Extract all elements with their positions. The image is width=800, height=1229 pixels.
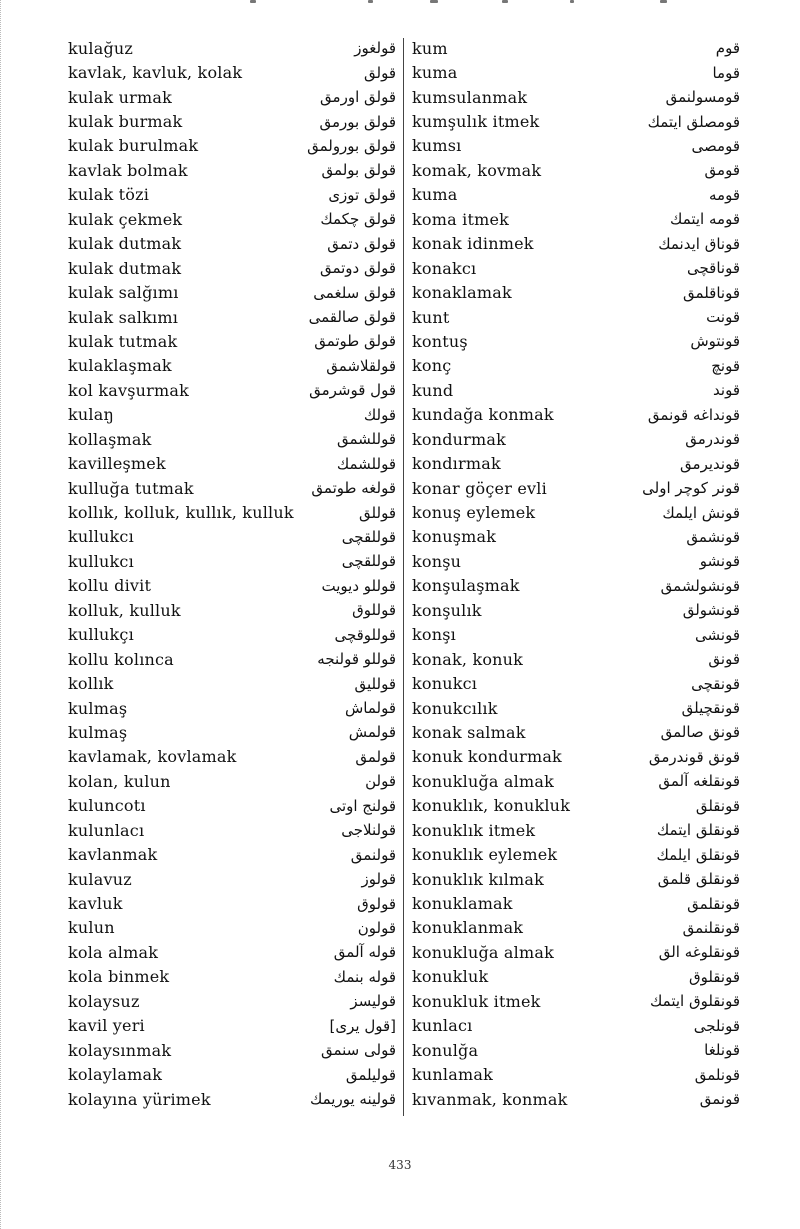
- entry-latin: kulak salkımı: [68, 307, 179, 327]
- entry-ottoman: قولق دتمق: [327, 234, 396, 253]
- entry-latin: kunt: [412, 307, 450, 327]
- entry-ottoman: قونشمق: [686, 527, 740, 546]
- entry-latin: kolluk, kulluk: [68, 600, 181, 620]
- entry-ottoman: قونقچی: [691, 674, 740, 693]
- dictionary-entry: [68, 329, 396, 353]
- dictionary-entry: [68, 745, 396, 769]
- entry-ottoman: قولق بورولمق: [307, 136, 396, 155]
- entry-latin: konuklamak: [412, 894, 513, 914]
- dictionary-entry: [412, 207, 740, 231]
- entry-ottoman: قوندرمق: [685, 430, 740, 449]
- entry-latin: kulmaş: [68, 698, 128, 718]
- dictionary-entry: [68, 476, 396, 500]
- entry-latin: kulağuz: [68, 38, 134, 58]
- dictionary-entry: [412, 183, 740, 207]
- entry-ottoman: قونقلوق ایتمك: [650, 992, 740, 1011]
- entry-ottoman: قونقلق: [695, 796, 740, 815]
- entry-ottoman: قولنلاجی: [341, 821, 396, 840]
- entry-latin: kulak çekmek: [68, 209, 183, 229]
- entry-latin: kulluğa tutmak: [68, 478, 194, 498]
- entry-ottoman: قوللو دیویت: [321, 576, 396, 595]
- dictionary-entry: [68, 916, 396, 940]
- entry-latin: konşu: [412, 551, 462, 571]
- dictionary-entry: [412, 36, 740, 60]
- entry-latin: kullukçı: [68, 625, 134, 645]
- dictionary-entry: [68, 427, 396, 451]
- entry-latin: konuklık itmek: [412, 820, 536, 840]
- entry-ottoman: قونق صالمق: [660, 723, 740, 742]
- dictionary-entry: [412, 109, 740, 133]
- entry-latin: konuklık, konukluk: [412, 796, 571, 816]
- entry-latin: kolan, kulun: [68, 771, 171, 791]
- dictionary-entry: [412, 916, 740, 940]
- dictionary-entry: [68, 85, 396, 109]
- dictionary-entry: [412, 427, 740, 451]
- entry-latin: konakcı: [412, 258, 477, 278]
- entry-latin: konuklık kılmak: [412, 869, 544, 889]
- entry-ottoman: قوندیرمق: [680, 454, 740, 473]
- dictionary-entry: [412, 134, 740, 158]
- entry-latin: kulavuz: [68, 869, 132, 889]
- dictionary-entry: [412, 451, 740, 475]
- dictionary-entry: [68, 574, 396, 598]
- entry-ottoman: قومق: [704, 161, 740, 180]
- entry-latin: konak, konuk: [412, 649, 524, 669]
- entry-ottoman: قونشولق: [682, 601, 740, 620]
- entry-latin: konaklamak: [412, 283, 512, 303]
- entry-latin: kolaysuz: [68, 991, 140, 1011]
- dictionary-entry: [412, 1062, 740, 1086]
- entry-ottoman: قوللوقچی: [334, 625, 396, 644]
- entry-ottoman: قولق طوتمق: [314, 332, 396, 351]
- dictionary-entry: [68, 60, 396, 84]
- dictionary-entry: [412, 842, 740, 866]
- dictionary-entry: [412, 403, 740, 427]
- entry-latin: kulak burulmak: [68, 136, 199, 156]
- dictionary-entry: [68, 403, 396, 427]
- dictionary-entry: [412, 1014, 740, 1038]
- dictionary-entry: [68, 109, 396, 133]
- dictionary-entry: [68, 451, 396, 475]
- entry-ottoman: قولینه یوریمك: [309, 1090, 396, 1109]
- entry-ottoman: قونقلق قلمق: [657, 870, 740, 889]
- dictionary-entry: [412, 647, 740, 671]
- dictionary-entry: [68, 769, 396, 793]
- entry-ottoman: قونقلوق: [688, 967, 740, 986]
- entry-ottoman: قولقلاشمق: [326, 356, 396, 375]
- entry-latin: komak, kovmak: [412, 160, 542, 180]
- dictionary-entry: [412, 867, 740, 891]
- page-number: 433: [388, 1158, 412, 1172]
- dictionary-entry: [412, 891, 740, 915]
- entry-ottoman: قولون: [357, 918, 396, 937]
- right-column: [412, 36, 740, 1111]
- entry-latin: kulak dutmak: [68, 234, 182, 254]
- dictionary-entry: [412, 500, 740, 524]
- top-scan-marks: [240, 0, 740, 6]
- entry-latin: kulak burmak: [68, 112, 183, 132]
- left-column: [68, 36, 396, 1111]
- entry-ottoman: قوله آلمق: [333, 943, 396, 962]
- entry-latin: kulunlacı: [68, 820, 145, 840]
- entry-ottoman: قومه ایتمك: [670, 210, 740, 229]
- dictionary-entry: [412, 1038, 740, 1062]
- dictionary-entry: [68, 818, 396, 842]
- entry-latin: kollık, kolluk, kullık, kulluk: [68, 503, 294, 523]
- entry-latin: kulak tutmak: [68, 331, 178, 351]
- entry-ottoman: قونش ایلمك: [662, 503, 740, 522]
- entry-latin: kulak tözi: [68, 185, 150, 205]
- dictionary-entry: [68, 1014, 396, 1038]
- entry-ottoman: قولق اورمق: [320, 88, 396, 107]
- entry-ottoman: قونقلمق: [687, 894, 740, 913]
- dictionary-entry: [412, 378, 740, 402]
- entry-ottoman: قولنمق: [350, 845, 396, 864]
- entry-latin: kavluk: [68, 894, 123, 914]
- entry-latin: kund: [412, 380, 454, 400]
- entry-latin: konşulık: [412, 600, 482, 620]
- entry-latin: kuma: [412, 63, 458, 83]
- entry-ottoman: قولی سنمق: [320, 1041, 396, 1060]
- dictionary-entry: [412, 85, 740, 109]
- entry-latin: kulak dutmak: [68, 258, 182, 278]
- entry-ottoman: قوللیق: [354, 674, 396, 693]
- entry-ottoman: قولماش: [344, 699, 396, 718]
- entry-latin: kulaŋ: [68, 405, 114, 425]
- entry-ottoman: قومصلق ایتمك: [647, 112, 740, 131]
- entry-ottoman: قولنج اوتی: [329, 796, 396, 815]
- entry-ottoman: قونقلنمق: [682, 918, 740, 937]
- entry-latin: kulun: [68, 918, 115, 938]
- entry-ottoman: قونقلق ایلمك: [656, 845, 740, 864]
- dictionary-entry: [68, 794, 396, 818]
- entry-latin: kollık: [68, 674, 114, 694]
- dictionary-entry: [68, 134, 396, 158]
- entry-latin: kavil yeri: [68, 1016, 145, 1036]
- dictionary-entry: [68, 232, 396, 256]
- dictionary-entry: [412, 623, 740, 647]
- dictionary-entry: [412, 720, 740, 744]
- entry-ottoman: قوللق: [359, 503, 396, 522]
- entry-ottoman: قونق: [708, 650, 740, 669]
- entry-latin: konak idinmek: [412, 234, 534, 254]
- entry-ottoman: قوللو قولنجه: [317, 650, 396, 669]
- entry-latin: konukluk: [412, 967, 489, 987]
- entry-ottoman: قولیسز: [350, 992, 396, 1011]
- dictionary-entry: [412, 256, 740, 280]
- entry-latin: konşulaşmak: [412, 576, 520, 596]
- entry-ottoman: قوناق ایدنمك: [658, 234, 740, 253]
- entry-ottoman: قولق: [364, 63, 396, 82]
- entry-latin: kavlak, kavluk, kolak: [68, 63, 243, 83]
- entry-latin: kunlamak: [412, 1065, 493, 1085]
- entry-ottoman: قونشولشمق: [660, 576, 740, 595]
- entry-ottoman: قوللشمك: [336, 454, 396, 473]
- dictionary-entry: [68, 623, 396, 647]
- entry-ottoman: قونقلغه آلمق: [658, 772, 740, 791]
- entry-ottoman: قوناقچی: [686, 259, 740, 278]
- entry-ottoman: قوما: [712, 63, 740, 82]
- dictionary-entry: [412, 965, 740, 989]
- dictionary-entry: [68, 525, 396, 549]
- dictionary-entry: [68, 965, 396, 989]
- dictionary-entry: [68, 305, 396, 329]
- dictionary-entry: [68, 867, 396, 891]
- entry-latin: kola almak: [68, 942, 159, 962]
- entry-latin: kondurmak: [412, 429, 507, 449]
- entry-ottoman: قولق توزی: [328, 185, 396, 204]
- dictionary-entry: [68, 940, 396, 964]
- entry-latin: konuk kondurmak: [412, 747, 562, 767]
- dictionary-entry: [68, 1062, 396, 1086]
- dictionary-entry: [412, 794, 740, 818]
- dictionary-entry: [412, 354, 740, 378]
- dictionary-entry: [412, 329, 740, 353]
- entry-latin: kumsı: [412, 136, 462, 156]
- entry-latin: konukcı: [412, 674, 478, 694]
- entry-ottoman: قونقلوغه الق: [658, 943, 740, 962]
- entry-latin: kollu divit: [68, 576, 152, 596]
- dictionary-entry: [412, 158, 740, 182]
- entry-latin: koma itmek: [412, 209, 510, 229]
- dictionary-entry: [68, 696, 396, 720]
- entry-ottoman: قولوق: [357, 894, 396, 913]
- dictionary-entry: [412, 745, 740, 769]
- entry-ottoman: قولك: [363, 405, 396, 424]
- entry-latin: kulmaş: [68, 722, 128, 742]
- entry-latin: kavlanmak: [68, 845, 158, 865]
- entry-ottoman: قول قوشرمق: [309, 381, 396, 400]
- entry-ottoman: قونت: [706, 308, 740, 327]
- entry-latin: konuş eylemek: [412, 503, 536, 523]
- entry-latin: kolayına yürimek: [68, 1089, 211, 1109]
- dictionary-entry: [68, 183, 396, 207]
- dictionary-entry: [68, 280, 396, 304]
- dictionary-entry: [412, 989, 740, 1013]
- entry-latin: kolaylamak: [68, 1065, 163, 1085]
- entry-latin: kol kavşurmak: [68, 380, 189, 400]
- entry-ottoman: قونلمق: [694, 1065, 740, 1084]
- entry-latin: konulğa: [412, 1040, 479, 1060]
- entry-latin: konuşmak: [412, 527, 497, 547]
- entry-ottoman: قوند: [713, 381, 740, 400]
- dictionary-entry: [68, 354, 396, 378]
- entry-ottoman: قوللقچی: [341, 527, 396, 546]
- dictionary-entry: [412, 549, 740, 573]
- dictionary-entry: [68, 842, 396, 866]
- entry-latin: konak salmak: [412, 722, 526, 742]
- entry-latin: konukluk itmek: [412, 991, 541, 1011]
- entry-latin: kollu kolınca: [68, 649, 174, 669]
- scan-edge: [0, 0, 5, 1229]
- entry-ottoman: قونق قوندرمق: [648, 747, 740, 766]
- dictionary-entry: [68, 256, 396, 280]
- entry-ottoman: قولق بورمق: [319, 112, 396, 131]
- entry-ottoman: قوله بنمك: [333, 967, 396, 986]
- dictionary-entry: [412, 574, 740, 598]
- dictionary-entry: [412, 769, 740, 793]
- entry-latin: kulak salğımı: [68, 283, 179, 303]
- entry-ottoman: قولوز: [361, 870, 396, 889]
- entry-ottoman: قونداغه قونمق: [647, 405, 740, 424]
- entry-latin: kunlacı: [412, 1016, 473, 1036]
- dictionary-entry: [68, 891, 396, 915]
- entry-latin: kolaysınmak: [68, 1040, 172, 1060]
- dictionary-entry: [412, 232, 740, 256]
- column-divider: [403, 38, 404, 1116]
- dictionary-entry: [68, 158, 396, 182]
- entry-ottoman: قونقلق ایتمك: [656, 821, 740, 840]
- dictionary-entry: [412, 60, 740, 84]
- dictionary-entry: [68, 36, 396, 60]
- entry-ottoman: قونشو: [699, 552, 740, 571]
- dictionary-entry: [68, 647, 396, 671]
- dictionary-entry: [412, 818, 740, 842]
- entry-latin: kuma: [412, 185, 458, 205]
- entry-latin: kavlak bolmak: [68, 160, 188, 180]
- entry-ottoman: قونلجی: [693, 1016, 740, 1035]
- entry-ottoman: قوللشمق: [336, 430, 396, 449]
- entry-ottoman: [قول یری]: [329, 1016, 396, 1035]
- dictionary-entry: [412, 525, 740, 549]
- entry-latin: kullukcı: [68, 527, 134, 547]
- dictionary-entry: [68, 720, 396, 744]
- entry-latin: kavilleşmek: [68, 454, 166, 474]
- entry-ottoman: قولق صالقمی: [308, 308, 396, 327]
- entry-ottoman: قولق سلغمی: [313, 283, 396, 302]
- entry-latin: kum: [412, 38, 448, 58]
- entry-latin: konar göçer evli: [412, 478, 547, 498]
- entry-ottoman: قولق چكمك: [320, 210, 396, 229]
- dictionary-entry: [412, 1087, 740, 1111]
- entry-latin: konuklık eylemek: [412, 845, 558, 865]
- dictionary-entry: [412, 696, 740, 720]
- dictionary-entry: [68, 989, 396, 1013]
- entry-ottoman: قوناقلمق: [683, 283, 740, 302]
- dictionary-entry: [412, 940, 740, 964]
- entry-ottoman: قولق دوتمق: [319, 259, 396, 278]
- dictionary-entry: [68, 671, 396, 695]
- entry-ottoman: قولن: [365, 772, 396, 791]
- entry-ottoman: قوللوق: [352, 601, 396, 620]
- entry-ottoman: قولیلمق: [345, 1065, 396, 1084]
- dictionary-entry: [412, 305, 740, 329]
- dictionary-entry: [68, 207, 396, 231]
- dictionary-entry: [68, 1087, 396, 1111]
- entry-latin: konuklanmak: [412, 918, 524, 938]
- entry-latin: kıvanmak, konmak: [412, 1089, 568, 1109]
- dictionary-entry: [412, 671, 740, 695]
- entry-latin: kullukcı: [68, 551, 134, 571]
- entry-latin: konç: [412, 356, 452, 376]
- entry-latin: kumşulık itmek: [412, 112, 540, 132]
- entry-latin: konukluğa almak: [412, 942, 554, 962]
- entry-latin: konşı: [412, 625, 456, 645]
- dictionary-entry: [412, 280, 740, 304]
- entry-ottoman: قوللقچی: [341, 552, 396, 571]
- entry-latin: kola binmek: [68, 967, 170, 987]
- dictionary-entry: [68, 378, 396, 402]
- entry-ottoman: قونمق: [699, 1090, 740, 1109]
- entry-ottoman: قولغوز: [354, 39, 396, 58]
- dictionary-entry: [68, 598, 396, 622]
- entry-ottoman: قومصی: [691, 136, 740, 155]
- entry-ottoman: قولمق: [355, 747, 396, 766]
- entry-latin: kollaşmak: [68, 429, 152, 449]
- entry-latin: kundağa konmak: [412, 405, 554, 425]
- entry-latin: kavlamak, kovlamak: [68, 747, 237, 767]
- entry-latin: kulak urmak: [68, 87, 172, 107]
- entry-latin: kulaklaşmak: [68, 356, 172, 376]
- entry-ottoman: قولق بولمق: [321, 161, 396, 180]
- entry-ottoman: قونشی: [695, 625, 740, 644]
- entry-ottoman: قولغه طوتمق: [311, 479, 396, 498]
- entry-ottoman: قونتوش: [690, 332, 740, 351]
- entry-ottoman: قوم: [715, 39, 740, 58]
- entry-ottoman: قونر كوچر اولی: [642, 479, 740, 498]
- dictionary-entry: [68, 500, 396, 524]
- entry-ottoman: قونقچیلق: [681, 699, 740, 718]
- entry-latin: kontuş: [412, 331, 468, 351]
- entry-ottoman: قونلغا: [704, 1041, 740, 1060]
- entry-latin: kondırmak: [412, 454, 501, 474]
- entry-ottoman: قومه: [709, 185, 740, 204]
- entry-latin: kumsulanmak: [412, 87, 528, 107]
- dictionary-entry: [412, 476, 740, 500]
- entry-ottoman: قولمش: [348, 723, 396, 742]
- dictionary-entry: [68, 549, 396, 573]
- entry-latin: kuluncotı: [68, 796, 146, 816]
- entry-latin: konukluğa almak: [412, 771, 554, 791]
- dictionary-entry: [412, 598, 740, 622]
- entry-ottoman: قونچ: [711, 356, 740, 375]
- entry-ottoman: قومسولنمق: [665, 88, 740, 107]
- dictionary-entry: [68, 1038, 396, 1062]
- entry-latin: konukcılık: [412, 698, 498, 718]
